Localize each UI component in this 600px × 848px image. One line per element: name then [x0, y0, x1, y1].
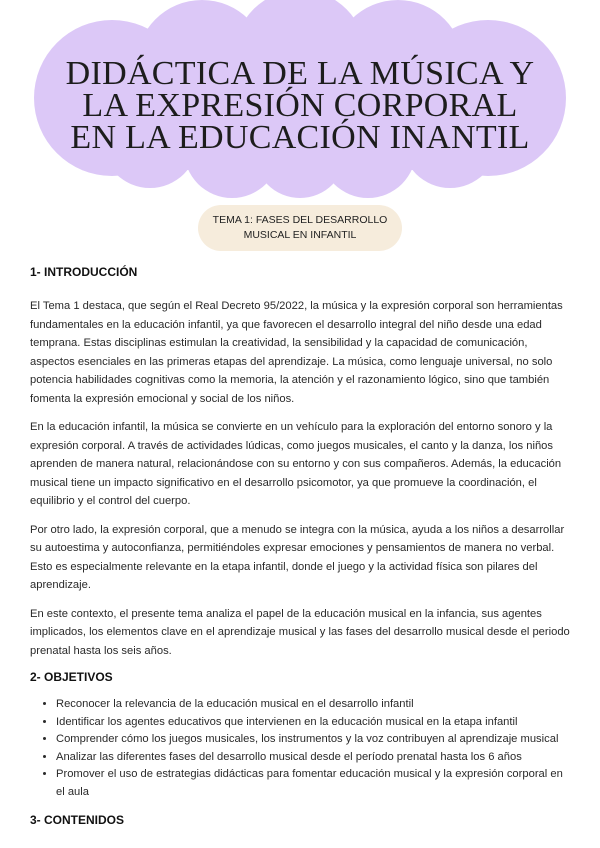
objectives-heading: 2- OBJETIVOS [30, 670, 113, 684]
intro-paragraph-2: En la educación infantil, la música se convierte en un vehículo para la exploración del entorno sonoro y la expresión corporal. A través de actividades lúdicas, como juegos musicales, el canto y la danza, los niños aprenden de manera natural, relacionándose con su entorno y con sus compañeros. Además, la educación musical tiene un impacto significativo en el desarrollo psicomotor, ya que promueve la coordinación, el equilibrio y el control del cuerpo. [30, 421, 562, 507]
document-body [30, 265, 572, 839]
title-line-2: LA EXPRESIÓN CORPORAL [82, 87, 518, 124]
topic-badge [198, 205, 402, 251]
contents-heading: 3- CONTENIDOS [30, 813, 125, 827]
title-line-3: EN LA EDUCACIÓN INANTIL [70, 119, 530, 156]
objective-item: • Reconocer la relevancia de la educación musical en el desarrollo infantil [56, 696, 572, 714]
objectives-list [30, 696, 572, 801]
intro-paragraph-3: Por otro lado, la expresión corporal, que a menudo se integra con la música, ayuda a los niños a desarrollar su autoestima y autoconfianza, permitiéndoles expresar emociones y pensamientos de manera no verbal. Esto es especialmente relevante en la etapa infantil, donde el juego y la actividad física son pilares del aprendizaje. [30, 523, 565, 591]
intro-paragraph-1: El Tema 1 destaca, que según el Real Decreto 95/2022, la música y la expresión corporal son herramientas fundamentales en la educación infantil, ya que favorecen el desarrollo integral del niño desde una edad temprana. Estas disciplinas estimulan la creatividad, la sensibilidad y la capacidad de comunicación, aspectos esenciales en las primeras etapas del aprendizaje. La música, como lenguaje universal, no solo potencia habilidades cognitivas como la memoria, la atención y el razonamiento lógico, sino que también fomenta la expresión emocional y social de los niños. [30, 300, 563, 405]
intro-heading: 1- INTRODUCCIÓN [30, 265, 138, 279]
topic-line-2: MUSICAL EN INFANTIL [243, 229, 357, 241]
document-title [40, 55, 560, 156]
title-cloud-banner [0, 0, 600, 205]
objective-item: • Analizar las diferentes fases del desarrollo musical desde el período prenatal hasta los 6 años [56, 749, 572, 767]
objective-item: • Comprender cómo los juegos musicales, los instrumentos y la voz contribuyen al aprendizaje musical [56, 731, 572, 749]
intro-paragraph-4: En este contexto, el presente tema analiza el papel de la educación musical en la infancia, sus agentes implicados, los elementos clave en el aprendizaje musical y las fases del desarrollo musical desde el periodo prenatal hasta los seis años. [30, 607, 570, 657]
objective-item: • Identificar los agentes educativos que intervienen en la educación musical en la etapa infantil [56, 714, 572, 732]
topic-line-1: TEMA 1: FASES DEL DESARROLLO [212, 214, 388, 226]
title-line-1: DIDÁCTICA DE LA MÚSICA Y [65, 55, 535, 92]
objective-item: • Promover el uso de estrategias didácticas para fomentar educación musical y la expresión corporal en el aula [56, 766, 572, 801]
